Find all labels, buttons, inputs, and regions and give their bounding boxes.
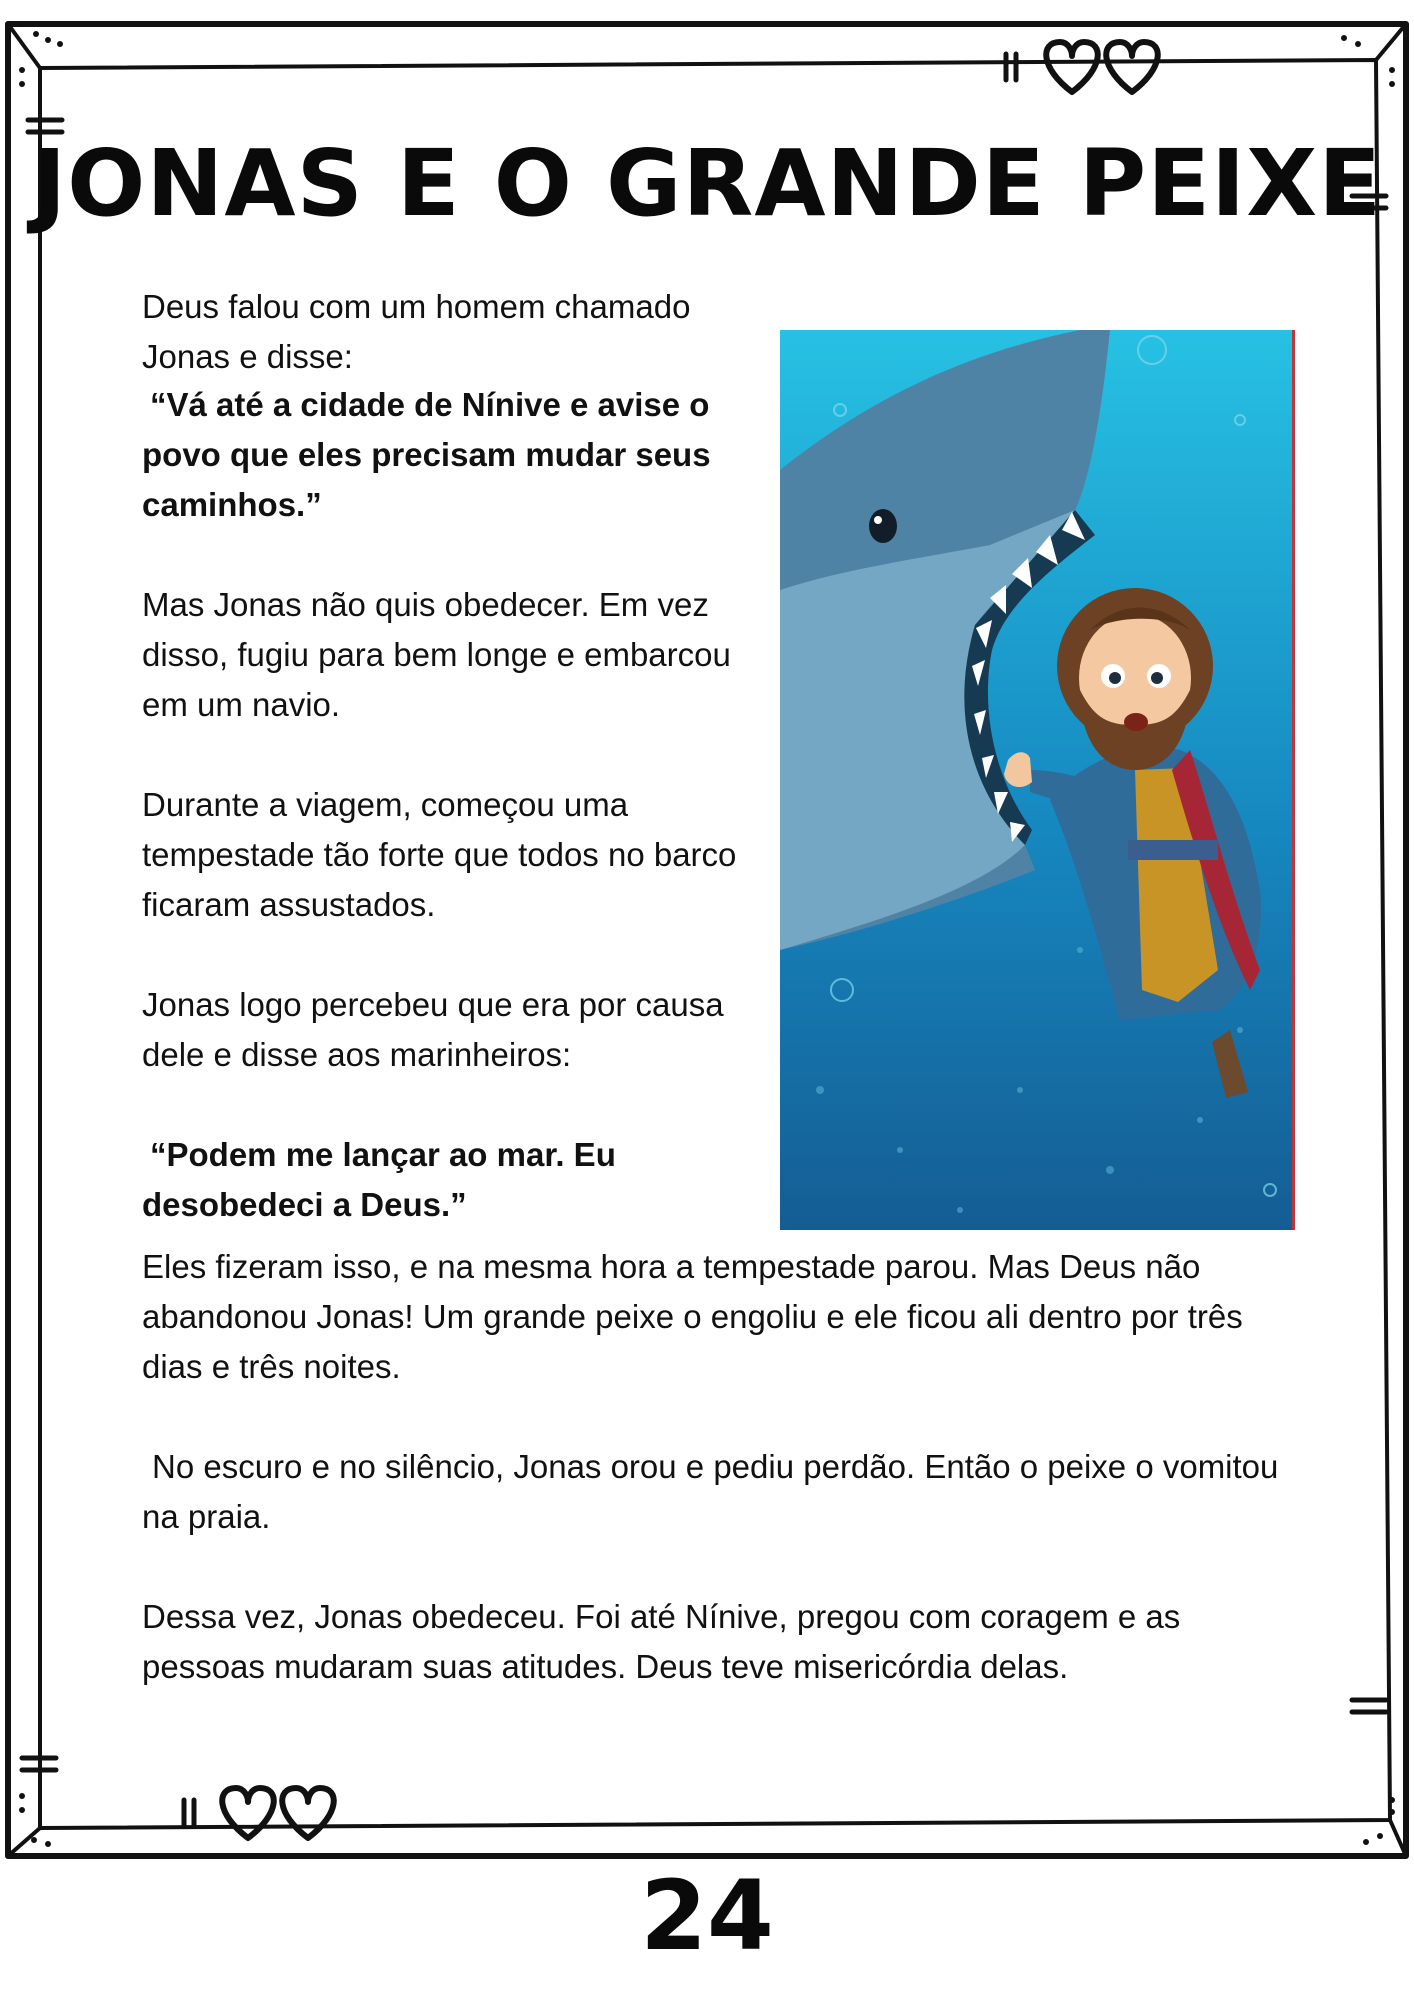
story-paragraph-realize: Jonas logo percebeu que era por causa dele e disse aos marinheiros: (142, 986, 724, 1073)
heart-icon (222, 1788, 274, 1838)
page-title: JONAS E O GRANDE PEIXE (31, 130, 1383, 237)
story-quote-sea: “Podem me lançar ao mar. Eu desobedeci a Deus.” (142, 1136, 616, 1223)
story-paragraph-prayer: No escuro e no silêncio, Jonas orou e pediu perdão. Então o peixe o vomitou na praia. (142, 1448, 1279, 1535)
jonah-and-fish-illustration (780, 330, 1295, 1230)
story-paragraph-flee: Mas Jonas não quis obedecer. Em vez disso, fugiu para bem longe e embarcou em um navio. (142, 586, 731, 723)
story-paragraph-intro: Deus falou com um homem chamado Jonas e disse: (142, 288, 691, 375)
story-quote-ninive: “Vá até a cidade de Nínive e avise o povo que eles precisam mudar seus caminhos.” (142, 386, 711, 523)
heart-icon (282, 1788, 334, 1838)
story-paragraph-fish: Eles fizeram isso, e na mesma hora a tempestade parou. Mas Deus não abandonou Jonas! Um grande peixe o engoliu e ele ficou ali dentro por três dias e três noites. (142, 1248, 1243, 1385)
heart-icon (1106, 42, 1158, 92)
story-paragraph-storm: Durante a viagem, começou uma tempestade tão forte que todos no barco ficaram assustados. (142, 786, 737, 923)
heart-icon (1046, 42, 1098, 92)
page-number: 24 (640, 1860, 774, 1972)
story-paragraph-obey: Dessa vez, Jonas obedeceu. Foi até Nínive, pregou com coragem e as pessoas mudaram suas atitudes. Deus teve misericórdia delas. (142, 1598, 1181, 1685)
